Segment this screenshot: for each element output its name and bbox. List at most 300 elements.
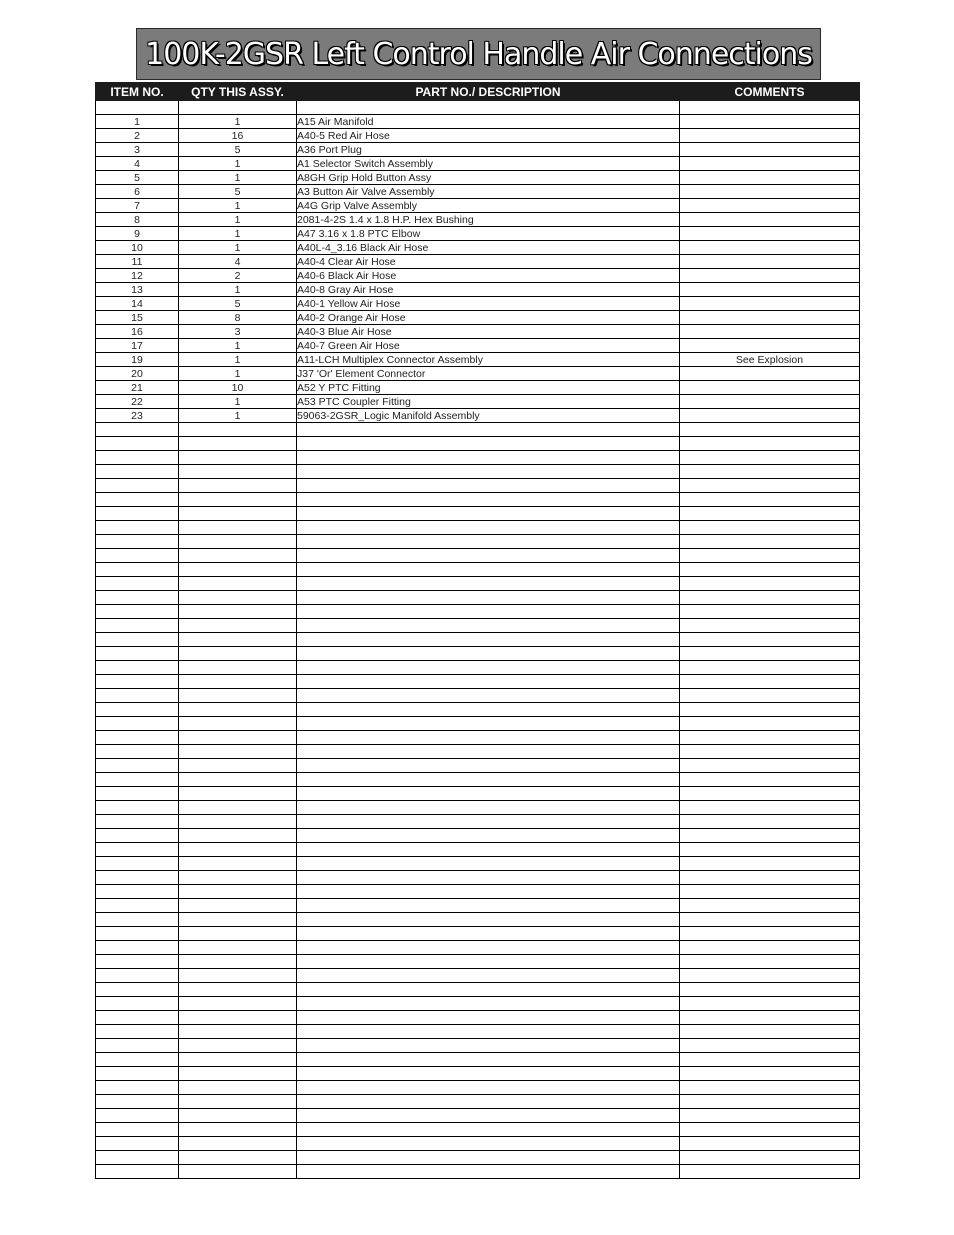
empty-cell <box>179 563 297 577</box>
item-no-cell: 10 <box>96 241 179 255</box>
empty-cell <box>680 1011 860 1025</box>
empty-cell <box>297 857 680 871</box>
qty-cell: 1 <box>179 241 297 255</box>
empty-cell <box>96 437 179 451</box>
comment-cell <box>680 283 860 297</box>
description-cell: A11-LCH Multiplex Connector Assembly <box>297 353 680 367</box>
empty-cell <box>96 591 179 605</box>
empty-cell <box>96 1067 179 1081</box>
empty-cell <box>297 591 680 605</box>
empty-cell <box>680 549 860 563</box>
empty-table-row <box>96 535 860 549</box>
table-row <box>96 409 860 423</box>
empty-cell <box>680 1039 860 1053</box>
empty-cell <box>179 759 297 773</box>
description-cell: A4G Grip Valve Assembly <box>297 199 680 213</box>
item-no-cell: 16 <box>96 325 179 339</box>
empty-cell <box>680 675 860 689</box>
item-no-cell: 3 <box>96 143 179 157</box>
empty-cell <box>680 1109 860 1123</box>
empty-cell <box>179 843 297 857</box>
empty-cell <box>297 745 680 759</box>
empty-cell <box>297 1137 680 1151</box>
empty-cell <box>179 941 297 955</box>
empty-cell <box>179 605 297 619</box>
empty-cell <box>297 731 680 745</box>
qty-cell: 1 <box>179 115 297 129</box>
comment-cell <box>680 143 860 157</box>
empty-cell <box>96 731 179 745</box>
header-comments: COMMENTS <box>680 83 860 101</box>
empty-cell <box>179 1053 297 1067</box>
empty-cell <box>680 577 860 591</box>
empty-cell <box>96 1081 179 1095</box>
table-row <box>96 213 860 227</box>
empty-cell <box>680 647 860 661</box>
empty-cell <box>680 927 860 941</box>
empty-cell <box>179 479 297 493</box>
empty-table-row <box>96 619 860 633</box>
empty-table-row <box>96 955 860 969</box>
description-cell: A40L-4_3.16 Black Air Hose <box>297 241 680 255</box>
item-no-cell: 8 <box>96 213 179 227</box>
empty-cell <box>179 927 297 941</box>
empty-cell <box>680 787 860 801</box>
qty-cell: 5 <box>179 185 297 199</box>
empty-cell <box>680 451 860 465</box>
empty-table-row <box>96 423 860 437</box>
empty-cell <box>179 983 297 997</box>
table-row <box>96 381 860 395</box>
empty-cell <box>179 1011 297 1025</box>
qty-cell: 3 <box>179 325 297 339</box>
empty-table-row <box>96 577 860 591</box>
empty-cell <box>680 535 860 549</box>
empty-table-row <box>96 479 860 493</box>
table-row <box>96 269 860 283</box>
empty-cell <box>96 535 179 549</box>
empty-cell <box>297 507 680 521</box>
empty-cell <box>680 885 860 899</box>
empty-cell <box>680 899 860 913</box>
empty-cell <box>297 1039 680 1053</box>
empty-cell <box>680 1081 860 1095</box>
empty-table-row <box>96 1039 860 1053</box>
empty-cell <box>297 675 680 689</box>
empty-cell <box>179 801 297 815</box>
qty-cell: 1 <box>179 395 297 409</box>
empty-cell <box>297 969 680 983</box>
table-row <box>96 227 860 241</box>
empty-cell <box>680 703 860 717</box>
empty-cell <box>179 647 297 661</box>
empty-cell <box>297 493 680 507</box>
empty-cell <box>297 1165 680 1179</box>
empty-cell <box>96 1137 179 1151</box>
empty-cell <box>297 871 680 885</box>
empty-table-row <box>96 605 860 619</box>
table-row <box>96 143 860 157</box>
description-cell: A36 Port Plug <box>297 143 680 157</box>
empty-cell <box>680 507 860 521</box>
empty-cell <box>297 605 680 619</box>
empty-table-row <box>96 899 860 913</box>
empty-cell <box>680 745 860 759</box>
empty-table-row <box>96 857 860 871</box>
empty-cell <box>179 549 297 563</box>
comment-cell <box>680 325 860 339</box>
empty-cell <box>680 759 860 773</box>
empty-cell <box>297 479 680 493</box>
empty-table-row <box>96 941 860 955</box>
qty-cell: 5 <box>179 297 297 311</box>
empty-cell <box>680 465 860 479</box>
empty-cell <box>680 619 860 633</box>
empty-cell <box>96 843 179 857</box>
empty-cell <box>297 955 680 969</box>
table-row <box>96 171 860 185</box>
empty-table-row <box>96 997 860 1011</box>
empty-cell <box>297 451 680 465</box>
empty-cell <box>179 787 297 801</box>
empty-cell <box>297 843 680 857</box>
table-row <box>96 241 860 255</box>
empty-table-row <box>96 1053 860 1067</box>
empty-cell <box>96 913 179 927</box>
empty-cell <box>96 619 179 633</box>
empty-cell <box>179 829 297 843</box>
empty-table-row <box>96 1081 860 1095</box>
description-cell: A1 Selector Switch Assembly <box>297 157 680 171</box>
empty-cell <box>96 941 179 955</box>
empty-cell <box>179 913 297 927</box>
comment-cell <box>680 115 860 129</box>
empty-cell <box>96 605 179 619</box>
empty-cell <box>297 885 680 899</box>
empty-cell <box>680 1123 860 1137</box>
qty-cell: 4 <box>179 255 297 269</box>
empty-cell <box>680 563 860 577</box>
item-no-cell: 4 <box>96 157 179 171</box>
empty-cell <box>297 801 680 815</box>
item-no-cell: 12 <box>96 269 179 283</box>
empty-cell <box>96 549 179 563</box>
empty-cell <box>179 437 297 451</box>
empty-cell <box>179 1081 297 1095</box>
empty-cell <box>179 1067 297 1081</box>
empty-cell <box>179 675 297 689</box>
empty-cell <box>297 423 680 437</box>
comment-cell <box>680 409 860 423</box>
empty-cell <box>680 1095 860 1109</box>
empty-cell <box>680 857 860 871</box>
empty-cell <box>96 885 179 899</box>
empty-cell <box>297 549 680 563</box>
empty-cell <box>179 493 297 507</box>
empty-cell <box>680 871 860 885</box>
item-no-cell: 1 <box>96 115 179 129</box>
table-body <box>96 101 860 1179</box>
empty-cell <box>96 577 179 591</box>
table-row <box>96 283 860 297</box>
empty-cell <box>179 871 297 885</box>
item-no-cell: 11 <box>96 255 179 269</box>
empty-cell <box>179 451 297 465</box>
comment-cell <box>680 297 860 311</box>
empty-table-row <box>96 493 860 507</box>
empty-cell <box>297 759 680 773</box>
empty-cell <box>297 997 680 1011</box>
header-item-no: ITEM NO. <box>96 83 179 101</box>
empty-cell <box>96 563 179 577</box>
qty-cell: 2 <box>179 269 297 283</box>
empty-cell <box>179 101 297 115</box>
empty-cell <box>179 899 297 913</box>
empty-cell <box>96 899 179 913</box>
description-cell: A52 Y PTC Fitting <box>297 381 680 395</box>
page-title: 100K-2GSR Left Control Handle Air Connections <box>145 36 812 72</box>
empty-cell <box>680 941 860 955</box>
empty-cell <box>297 773 680 787</box>
empty-cell <box>96 675 179 689</box>
qty-cell: 10 <box>179 381 297 395</box>
empty-cell <box>297 689 680 703</box>
table-row <box>96 297 860 311</box>
empty-table-row <box>96 1137 860 1151</box>
empty-cell <box>179 703 297 717</box>
empty-cell <box>680 1053 860 1067</box>
empty-cell <box>680 101 860 115</box>
table-spacer-row <box>96 101 860 115</box>
empty-cell <box>96 773 179 787</box>
empty-cell <box>680 829 860 843</box>
empty-cell <box>179 1039 297 1053</box>
empty-cell <box>297 941 680 955</box>
description-cell: A3 Button Air Valve Assembly <box>297 185 680 199</box>
empty-cell <box>96 955 179 969</box>
header-description: PART NO./ DESCRIPTION <box>297 83 680 101</box>
empty-cell <box>96 815 179 829</box>
empty-table-row <box>96 731 860 745</box>
empty-cell <box>96 1109 179 1123</box>
empty-cell <box>680 843 860 857</box>
table-row <box>96 325 860 339</box>
empty-cell <box>680 1137 860 1151</box>
empty-cell <box>96 521 179 535</box>
description-cell: J37 'Or' Element Connector <box>297 367 680 381</box>
empty-cell <box>96 661 179 675</box>
empty-cell <box>96 1039 179 1053</box>
description-cell: A40-7 Green Air Hose <box>297 339 680 353</box>
item-no-cell: 6 <box>96 185 179 199</box>
empty-cell <box>297 1053 680 1067</box>
empty-table-row <box>96 1151 860 1165</box>
empty-cell <box>96 1053 179 1067</box>
table-row <box>96 395 860 409</box>
empty-cell <box>179 661 297 675</box>
empty-table-row <box>96 1011 860 1025</box>
empty-table-row <box>96 885 860 899</box>
empty-cell <box>179 1025 297 1039</box>
empty-cell <box>96 465 179 479</box>
empty-cell <box>680 661 860 675</box>
comment-cell <box>680 241 860 255</box>
empty-table-row <box>96 451 860 465</box>
empty-table-row <box>96 1025 860 1039</box>
empty-cell <box>297 619 680 633</box>
empty-table-row <box>96 759 860 773</box>
item-no-cell: 21 <box>96 381 179 395</box>
empty-table-row <box>96 521 860 535</box>
qty-cell: 1 <box>179 283 297 297</box>
description-cell: A40-1 Yellow Air Hose <box>297 297 680 311</box>
item-no-cell: 13 <box>96 283 179 297</box>
empty-cell <box>680 605 860 619</box>
qty-cell: 5 <box>179 143 297 157</box>
comment-cell <box>680 381 860 395</box>
qty-cell: 1 <box>179 157 297 171</box>
table-row <box>96 157 860 171</box>
empty-cell <box>680 983 860 997</box>
qty-cell: 1 <box>179 367 297 381</box>
empty-table-row <box>96 1095 860 1109</box>
empty-cell <box>179 1123 297 1137</box>
table-row <box>96 115 860 129</box>
empty-cell <box>297 465 680 479</box>
empty-cell <box>179 423 297 437</box>
description-cell: A40-5 Red Air Hose <box>297 129 680 143</box>
qty-cell: 8 <box>179 311 297 325</box>
table-row <box>96 185 860 199</box>
empty-cell <box>297 913 680 927</box>
empty-cell <box>680 955 860 969</box>
empty-table-row <box>96 661 860 675</box>
comment-cell: See Explosion <box>680 353 860 367</box>
empty-table-row <box>96 773 860 787</box>
item-no-cell: 15 <box>96 311 179 325</box>
empty-table-row <box>96 1123 860 1137</box>
item-no-cell: 2 <box>96 129 179 143</box>
empty-table-row <box>96 437 860 451</box>
empty-cell <box>179 969 297 983</box>
empty-cell <box>179 815 297 829</box>
comment-cell <box>680 171 860 185</box>
qty-cell: 1 <box>179 227 297 241</box>
header-qty: QTY THIS ASSY. <box>179 83 297 101</box>
empty-cell <box>96 829 179 843</box>
empty-cell <box>96 787 179 801</box>
empty-cell <box>96 689 179 703</box>
empty-cell <box>297 1067 680 1081</box>
empty-cell <box>96 983 179 997</box>
empty-table-row <box>96 1109 860 1123</box>
empty-cell <box>680 633 860 647</box>
item-no-cell: 19 <box>96 353 179 367</box>
qty-cell: 1 <box>179 353 297 367</box>
empty-cell <box>297 647 680 661</box>
empty-cell <box>297 927 680 941</box>
description-cell: A8GH Grip Hold Button Assy <box>297 171 680 185</box>
empty-table-row <box>96 871 860 885</box>
item-no-cell: 17 <box>96 339 179 353</box>
item-no-cell: 14 <box>96 297 179 311</box>
description-cell: A15 Air Manifold <box>297 115 680 129</box>
empty-cell <box>680 521 860 535</box>
empty-cell <box>96 1151 179 1165</box>
empty-cell <box>96 759 179 773</box>
empty-table-row <box>96 843 860 857</box>
empty-cell <box>297 1123 680 1137</box>
empty-cell <box>96 969 179 983</box>
qty-cell: 1 <box>179 409 297 423</box>
empty-table-row <box>96 745 860 759</box>
empty-cell <box>179 717 297 731</box>
empty-cell <box>179 1165 297 1179</box>
description-cell: A40-8 Gray Air Hose <box>297 283 680 297</box>
comment-cell <box>680 395 860 409</box>
comment-cell <box>680 269 860 283</box>
item-no-cell: 22 <box>96 395 179 409</box>
empty-cell <box>179 633 297 647</box>
empty-cell <box>680 815 860 829</box>
table-row <box>96 199 860 213</box>
empty-cell <box>680 1165 860 1179</box>
empty-table-row <box>96 983 860 997</box>
empty-cell <box>96 451 179 465</box>
empty-cell <box>96 1025 179 1039</box>
empty-cell <box>297 521 680 535</box>
empty-cell <box>680 801 860 815</box>
empty-cell <box>297 717 680 731</box>
empty-cell <box>179 885 297 899</box>
empty-cell <box>179 507 297 521</box>
empty-table-row <box>96 913 860 927</box>
empty-cell <box>96 493 179 507</box>
title-banner <box>136 28 821 80</box>
empty-cell <box>179 955 297 969</box>
empty-table-row <box>96 647 860 661</box>
qty-cell: 1 <box>179 199 297 213</box>
empty-cell <box>96 633 179 647</box>
comment-cell <box>680 129 860 143</box>
item-no-cell: 23 <box>96 409 179 423</box>
table-row <box>96 311 860 325</box>
empty-cell <box>96 801 179 815</box>
empty-cell <box>179 731 297 745</box>
description-cell: A47 3.16 x 1.8 PTC Elbow <box>297 227 680 241</box>
bill-of-materials-table <box>95 82 860 1179</box>
empty-cell <box>297 983 680 997</box>
empty-cell <box>297 437 680 451</box>
empty-cell <box>179 521 297 535</box>
empty-cell <box>680 969 860 983</box>
description-cell: A40-2 Orange Air Hose <box>297 311 680 325</box>
empty-cell <box>96 507 179 521</box>
empty-cell <box>680 591 860 605</box>
empty-cell <box>96 871 179 885</box>
empty-cell <box>96 1165 179 1179</box>
empty-cell <box>297 703 680 717</box>
empty-cell <box>297 787 680 801</box>
item-no-cell: 5 <box>96 171 179 185</box>
comment-cell <box>680 185 860 199</box>
qty-cell: 1 <box>179 339 297 353</box>
empty-cell <box>96 927 179 941</box>
empty-cell <box>680 1067 860 1081</box>
empty-cell <box>680 997 860 1011</box>
item-no-cell: 20 <box>96 367 179 381</box>
empty-cell <box>179 1137 297 1151</box>
